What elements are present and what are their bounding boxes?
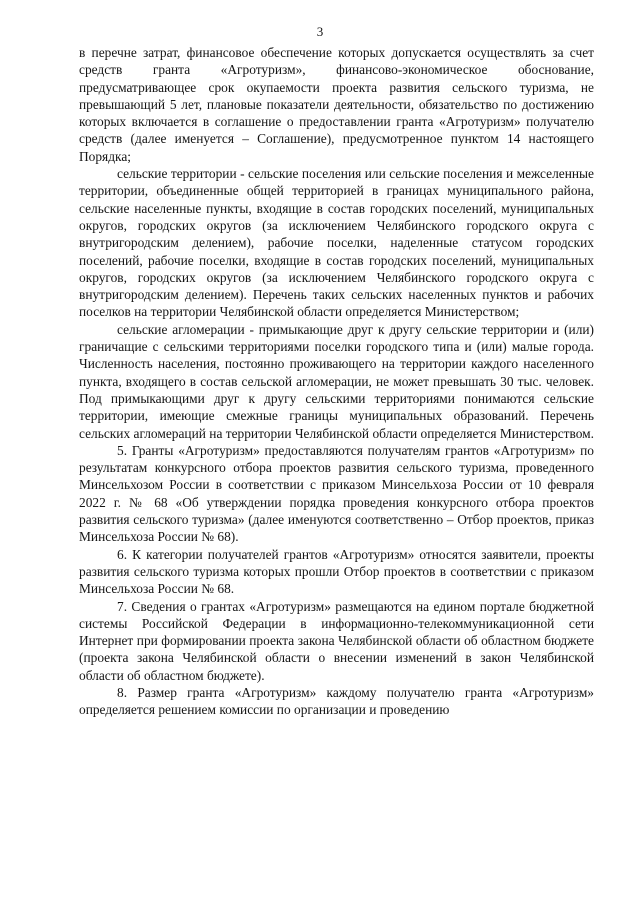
paragraph-item-6: 6. К категории получателей грантов «Агротуризм» относятся заявители, проекты развития сельского туризма которых прошли Отбор проектов в соответствии с приказом Минсельхоза России № 68.: [79, 546, 594, 597]
paragraph-rural-agglomerations: сельские агломерации - примыкающие друг к другу сельские территории и (или) граничащие с сельскими территориями поселки городского типа и (или) малые города. Численность населения, постоянно проживающего на территории каждого населенного пункта, входящего в состав сельской агломерации, не может превышать 30 тыс. человек. Под примыкающими друг к другу сельскими территориями понимаются сельские территории, имеющие смежные границы муниципальных образований. Перечень сельских агломераций на территории Челябинской области определяется Министерством.: [79, 321, 595, 441]
paragraph-item-8: 8. Размер гранта «Агротуризм» каждому получателю гранта «Агротуризм» определяется решением комиссии по организации и проведению: [79, 684, 594, 718]
page-number: 3: [316, 24, 324, 39]
paragraph-item-5: 5. Гранты «Агротуризм» предоставляются получателям грантов «Агротуризм» по результатам конкурсного отбора проектов развития сельского туризма, проведенного Минсельхозом России в соответствии с приказом Минсельхоза России от 10 февраля 2022 г. № 68 «Об утверждении порядка проведения конкурсного отбора проектов развития сельского туризма» (далее именуются соответственно – Отбор проектов, приказ Минсельхоза России № 68).: [79, 442, 594, 545]
paragraph-item-7: 7. Сведения о грантах «Агротуризм» размещаются на едином портале бюджетной системы Российской Федерации в информационно-телекоммуникационной сети Интернет при формировании проекта закона Челябинской области об областном бюджете (проекта закона Челябинской области о внесении изменений в закон Челябинской области об областном бюджете).: [79, 598, 594, 683]
paragraph-rural-territories: сельские территории - сельские поселения или сельские поселения и межселенные территории, объединенные общей территорией в границах муниципального района, сельские населенные пункты, входящие в состав городских поселений, муниципальных округов, городских округов (за исключением Челябинского городского округа с внутригородским делением), рабочие поселки, наделенные статусом городских поселений, рабочие поселки, входящие в состав городских поселений, муниципальных округов, городских округов (за исключением Челябинского городского округа с внутригородским делением). Перечень таких сельских населенных пунктов и рабочих поселков на территории Челябинской области определяется Министерством;: [79, 166, 594, 320]
document-body: [79, 44, 594, 719]
paragraph-continuation: в перечне затрат, финансовое обеспечение которых допускается осуществлять за счет средств гранта «Агротуризм», финансово-экономическое обоснование, предусматривающее срок окупаемости проекта развития сельского туризма, не превышающий 5 лет, плановые показатели деятельности, обязательство по достижению которых включается в соглашение о предоставлении гранта «Агротуризм» получателю средств (далее именуется – Соглашение), предусмотренное пунктом 14 настоящего Порядка;: [79, 45, 594, 164]
